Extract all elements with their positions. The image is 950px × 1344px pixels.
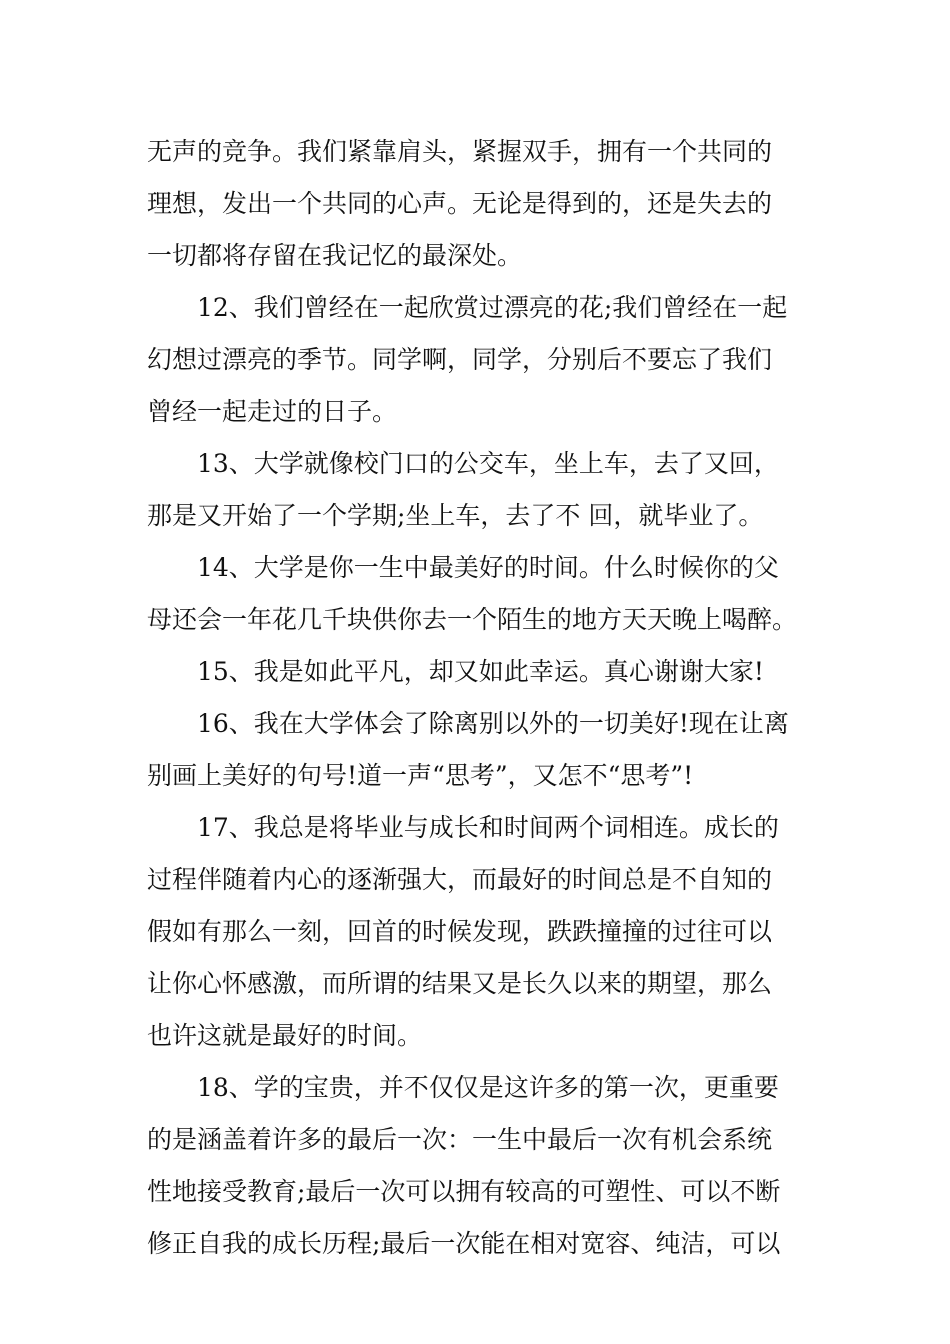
text-line: 幻想过漂亮的季节。同学啊，同学，分别后不要忘了我们 xyxy=(147,345,773,374)
text-line: 15、我是如此平凡，却又如此幸运。真心谢谢大家! xyxy=(197,657,764,686)
text-line: 让你心怀感激，而所谓的结果又是长久以来的期望，那么 xyxy=(147,969,773,998)
text-line: 修正自我的成长历程;最后一次能在相对宽容、纯洁，可以 xyxy=(147,1229,781,1258)
text-line: 14、大学是你一生中最美好的时间。什么时候你的父 xyxy=(197,553,779,582)
text-line: 17、我总是将毕业与成长和时间两个词相连。成长的 xyxy=(197,813,779,842)
text-line: 的是涵盖着许多的最后一次：一生中最后一次有机会系统 xyxy=(147,1125,773,1154)
text-line: 曾经一起走过的日子。 xyxy=(147,397,398,426)
text-line: 母还会一年花几千块供你去一个陌生的地方天天晚上喝醉。 xyxy=(147,605,798,634)
paragraph-15 xyxy=(147,646,809,698)
paragraph-14 xyxy=(147,542,809,646)
text-line: 那是又开始了一个学期;坐上车，去了不 回，就毕业了。 xyxy=(147,501,764,530)
paragraph-13 xyxy=(147,438,809,542)
paragraph-17 xyxy=(147,802,809,1062)
paragraph-11-continued xyxy=(147,126,809,282)
paragraph-12 xyxy=(147,282,809,438)
text-line: 一切都将存留在我记忆的最深处。 xyxy=(147,241,523,270)
paragraph-18 xyxy=(147,1062,809,1270)
text-line: 别画上美好的句号!道一声“思考”，又怎不“思考”! xyxy=(147,761,694,790)
text-line: 无声的竞争。我们紧靠肩头，紧握双手，拥有一个共同的 xyxy=(147,137,773,166)
text-line: 性地接受教育;最后一次可以拥有较高的可塑性、可以不断 xyxy=(147,1177,781,1206)
text-line: 12、我们曾经在一起欣赏过漂亮的花;我们曾经在一起 xyxy=(197,293,788,322)
text-line: 假如有那么一刻，回首的时候发现，跌跌撞撞的过往可以 xyxy=(147,917,773,946)
text-line: 18、学的宝贵，并不仅仅是这许多的第一次，更重要 xyxy=(197,1073,779,1102)
text-line: 过程伴随着内心的逐渐强大，而最好的时间总是不自知的 xyxy=(147,865,773,894)
paragraph-16 xyxy=(147,698,809,802)
text-line: 理想，发出一个共同的心声。无论是得到的，还是失去的 xyxy=(147,189,773,218)
text-line: 13、大学就像校门口的公交车，坐上车，去了又回， xyxy=(197,449,779,478)
text-line: 16、我在大学体会了除离别以外的一切美好!现在让离 xyxy=(197,709,789,738)
document-body xyxy=(147,126,809,1270)
text-line: 也许这就是最好的时间。 xyxy=(147,1021,423,1050)
